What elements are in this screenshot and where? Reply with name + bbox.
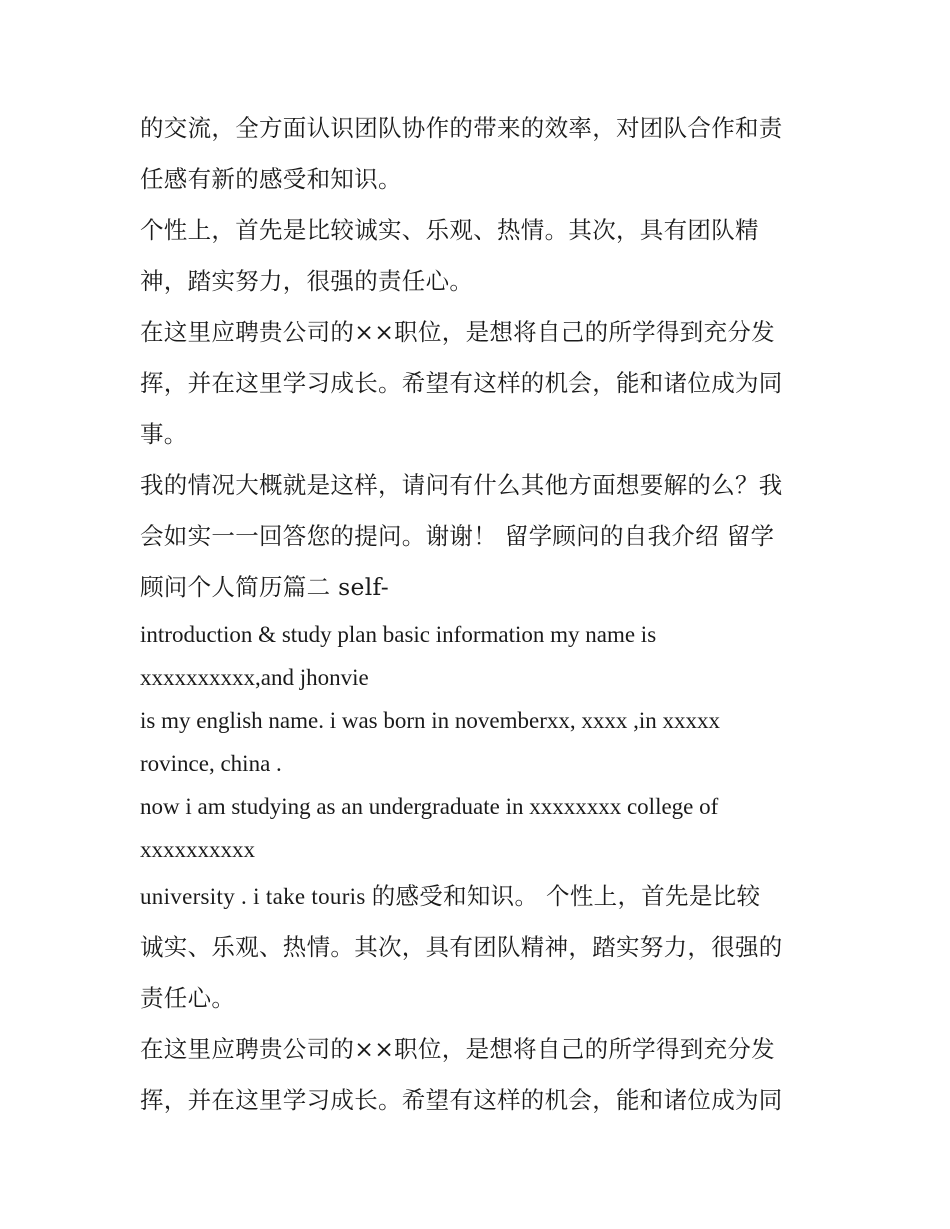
text-line: 的交流，全方面认识团队协作的带来的效率，对团队合作和责 <box>140 114 783 142</box>
text-line: 个性上，首先是比较诚实、乐观、热情。其次，具有团队精 <box>140 216 759 244</box>
text-line: 诚实、乐观、热情。其次，具有团队精神，踏实努力，很强的 <box>140 933 783 961</box>
text-line: 会如实一一回答您的提问。谢谢！ 留学顾问的自我介绍 留学 <box>140 522 775 550</box>
text-line: is my english name. i was born in novemberxx, xxxx ,in xxxxx <box>140 708 721 733</box>
text-line: 在这里应聘贵公司的××职位，是想将自己的所学得到充分发 <box>140 318 775 346</box>
english-prefix: university . i take touris <box>140 884 372 909</box>
paragraph-mixed-personality <box>140 871 820 1024</box>
text-line: 我的情况大概就是这样，请问有什么其他方面想要解的么？我 <box>140 471 783 499</box>
text-line: 挥，并在这里学习成长。希望有这样的机会，能和诸位成为同 <box>140 369 783 397</box>
text-line: xxxxxxxxxx <box>140 837 255 862</box>
paragraph-english-birth <box>140 699 820 785</box>
paragraph-personality <box>140 205 820 307</box>
paragraph-application-goal <box>140 307 820 460</box>
chinese-rest: 的感受和知识。 个性上，首先是比较 <box>371 882 761 910</box>
text-line: introduction & study plan basic information my name is <box>140 622 657 647</box>
paragraph-team-exchange <box>140 103 820 205</box>
paragraph-english-study <box>140 785 820 871</box>
paragraph-english-intro <box>140 613 820 699</box>
text-line: 事。 <box>140 420 188 448</box>
text-line: xxxxxxxxxx,and jhonvie <box>140 665 369 690</box>
text-line: 任感有新的感受和知识。 <box>140 165 402 193</box>
text-line: 神，踏实努力，很强的责任心。 <box>140 267 474 295</box>
paragraph-closing <box>140 460 820 613</box>
paragraph-application-goal-repeat <box>140 1024 820 1126</box>
text-line: 挥，并在这里学习成长。希望有这样的机会，能和诸位成为同 <box>140 1086 783 1114</box>
text-line: 顾问个人简历篇二 self- <box>140 573 389 601</box>
text-line <box>140 871 820 922</box>
document-body <box>140 103 820 1126</box>
text-line: rovince, china . <box>140 751 282 776</box>
text-line: now i am studying as an undergraduate in xxxxxxxx college of <box>140 794 719 819</box>
text-line: 在这里应聘贵公司的××职位，是想将自己的所学得到充分发 <box>140 1035 775 1063</box>
text-line: 责任心。 <box>140 984 236 1012</box>
